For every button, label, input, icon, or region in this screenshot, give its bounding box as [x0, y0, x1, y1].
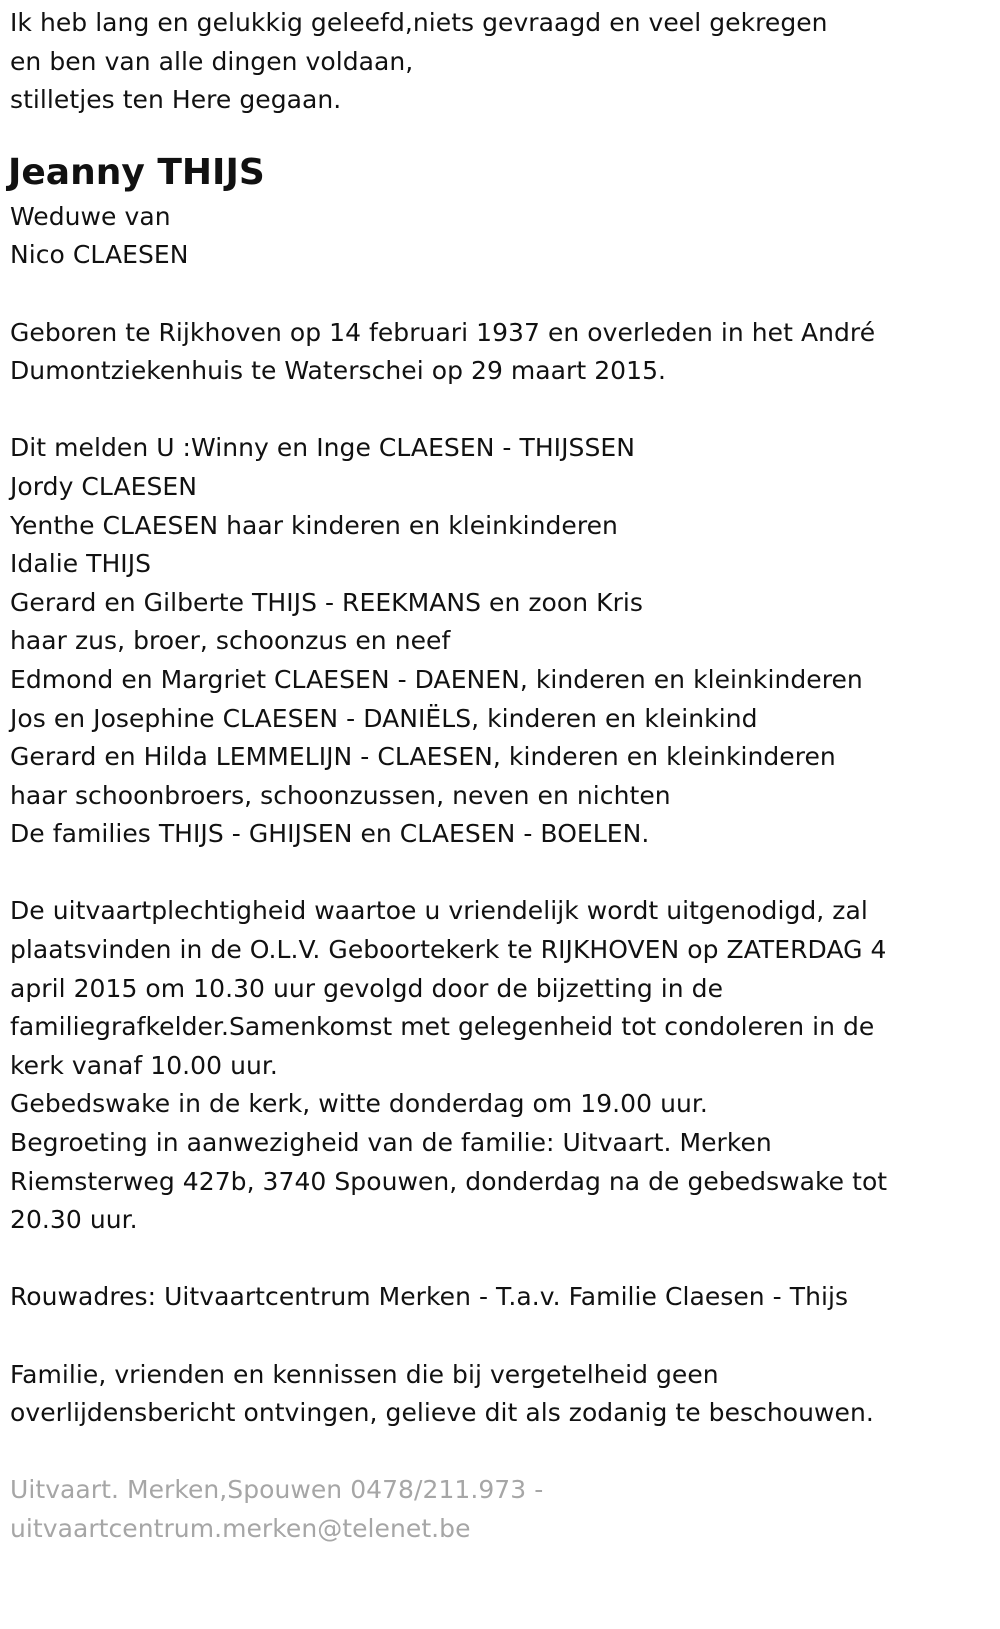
announcer-line: Jos en Josephine CLAESEN - DANIËLS, kinderen en kleinkind — [10, 703, 758, 733]
funeral-home-contact: Uitvaart. Merken,Spouwen 0478/211.973 - — [10, 1475, 544, 1505]
notice-line: Familie, vrienden en kennissen die bij vergetelheid geen — [10, 1359, 719, 1389]
ceremony-line: plaatsvinden in de O.L.V. Geboortekerk te RIJKHOVEN op ZATERDAG 4 — [10, 935, 887, 965]
birth-death-section — [10, 314, 1000, 391]
poem-section — [10, 4, 1000, 120]
funeral-home-email[interactable]: uitvaartcentrum.merken@telenet.be — [10, 1513, 471, 1543]
announcer-line: De families THIJS - GHIJSEN en CLAESEN - BOELEN. — [10, 819, 650, 849]
mourning-address-section — [10, 1278, 1000, 1317]
relation-label: Weduwe van — [10, 201, 171, 231]
deceased-section — [10, 148, 1000, 275]
ceremony-line: kerk vanaf 10.00 uur. — [10, 1050, 278, 1080]
spacer — [10, 1317, 1000, 1356]
spouse-name: Nico CLAESEN — [10, 240, 189, 270]
mourning-address: Rouwadres: Uitvaartcentrum Merken - T.a.v. Familie Claesen - Thijs — [10, 1282, 849, 1312]
ceremony-line: familiegrafkelder.Samenkomst met gelegenheid tot condoleren in de — [10, 1012, 875, 1042]
poem-line: en ben van alle dingen voldaan, — [10, 46, 414, 76]
announcer-line: Edmond en Margriet CLAESEN - DAENEN, kinderen en kleinkinderen — [10, 664, 863, 694]
spacer — [10, 854, 1000, 893]
birth-death-line: Geboren te Rijkhoven op 14 februari 1937 en overleden in het André — [10, 317, 876, 347]
announcer-line: Gerard en Gilberte THIJS - REEKMANS en zoon Kris — [10, 587, 643, 617]
spacer — [10, 1433, 1000, 1472]
announcer-line: Yenthe CLAESEN haar kinderen en kleinkinderen — [10, 510, 618, 540]
notice-section — [10, 1356, 1000, 1433]
announcer-line: Jordy CLAESEN — [10, 471, 197, 501]
announcer-line: haar zus, broer, schoonzus en neef — [10, 626, 451, 656]
spacer — [10, 1240, 1000, 1279]
deceased-name: Jeanny THIJS — [8, 151, 265, 193]
ceremony-line: 20.30 uur. — [10, 1205, 138, 1235]
ceremony-section — [10, 892, 1000, 1239]
ceremony-line: Riemsterweg 427b, 3740 Spouwen, donderdag na de gebedswake tot — [10, 1166, 888, 1196]
announcer-line: Gerard en Hilda LEMMELIJN - CLAESEN, kinderen en kleinkinderen — [10, 742, 836, 772]
spacer — [10, 391, 1000, 430]
ceremony-line: Begroeting in aanwezigheid van de familie: Uitvaart. Merken — [10, 1128, 772, 1158]
spacer — [10, 275, 1000, 314]
funeral-home-footer — [10, 1471, 1000, 1548]
poem-line: Ik heb lang en gelukkig geleefd,niets gevraagd en veel gekregen — [10, 8, 828, 37]
notice-line: overlijdensbericht ontvingen, gelieve dit als zodanig te beschouwen. — [10, 1398, 874, 1428]
announcer-line: haar schoonbroers, schoonzussen, neven en nichten — [10, 780, 671, 810]
announcer-line: Dit melden U :Winny en Inge CLAESEN - THIJSSEN — [10, 433, 635, 463]
announcers-section — [10, 429, 1000, 854]
ceremony-line: Gebedswake in de kerk, witte donderdag om 19.00 uur. — [10, 1089, 708, 1119]
ceremony-line: De uitvaartplechtigheid waartoe u vriendelijk wordt uitgenodigd, zal — [10, 896, 868, 926]
birth-death-line: Dumontziekenhuis te Waterschei op 29 maart 2015. — [10, 356, 667, 386]
poem-line: stilletjes ten Here gegaan. — [10, 85, 342, 115]
announcer-line: Idalie THIJS — [10, 549, 152, 579]
ceremony-line: april 2015 om 10.30 uur gevolgd door de bijzetting in de — [10, 973, 724, 1003]
